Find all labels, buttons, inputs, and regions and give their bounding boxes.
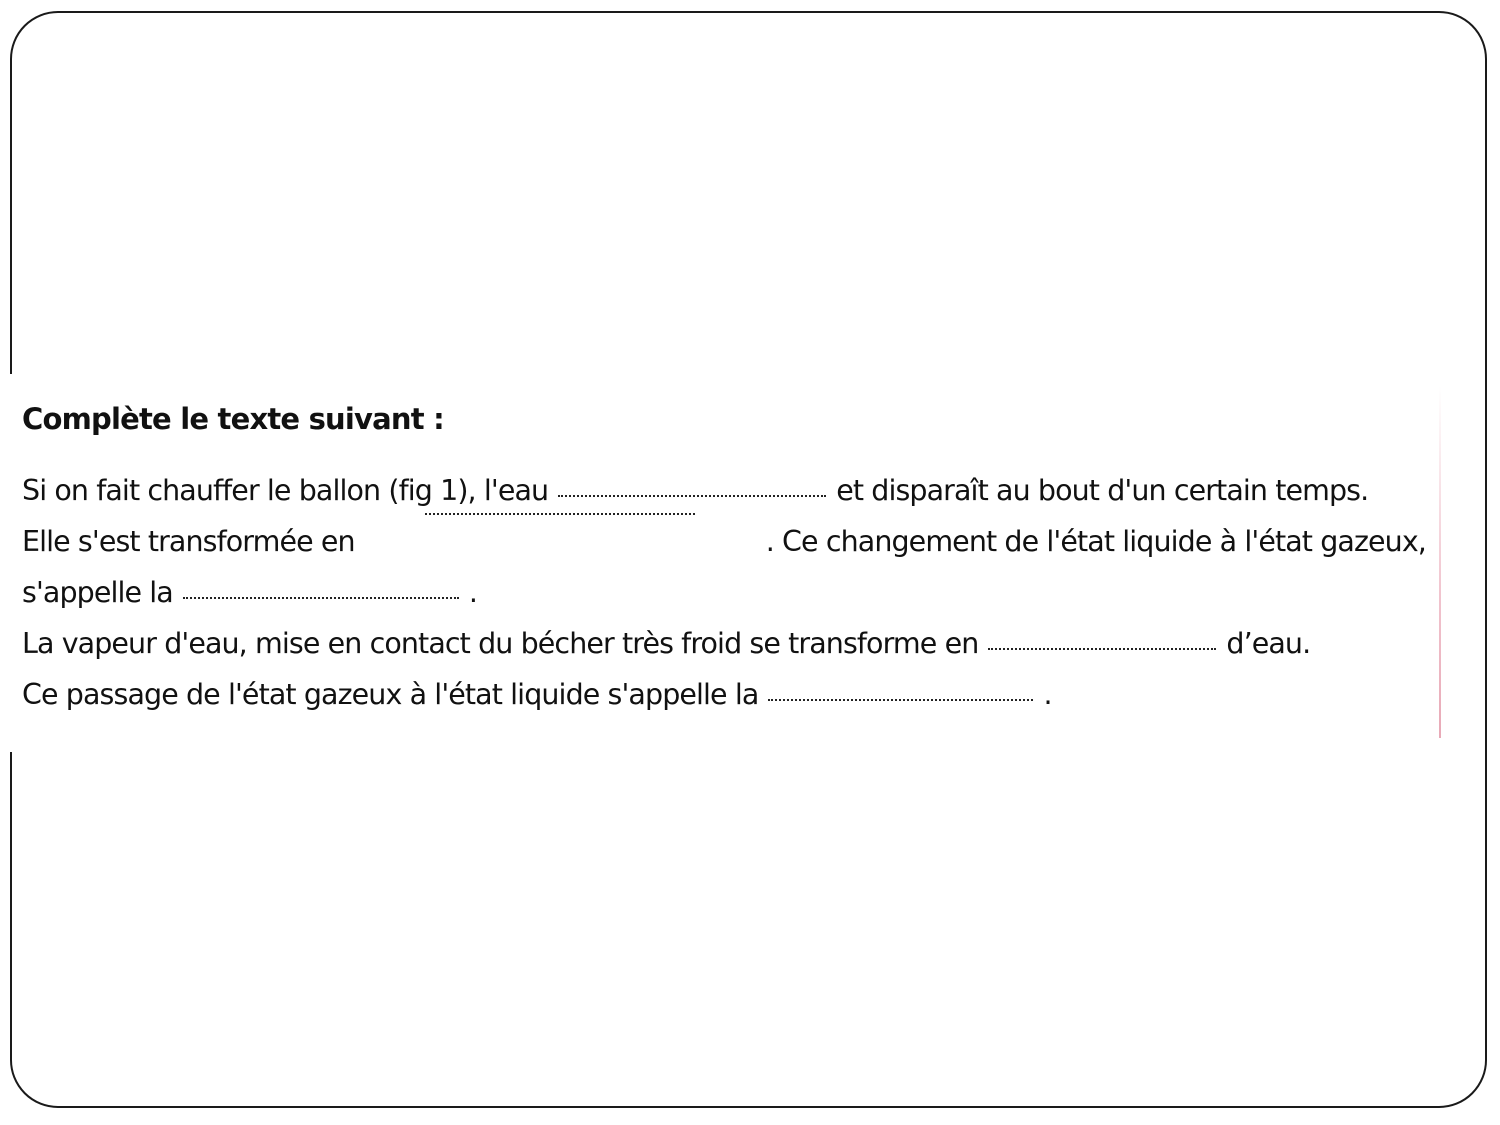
line-3-text-after: . xyxy=(468,575,478,609)
fill-blank-5[interactable] xyxy=(768,699,1033,701)
fill-blank-2[interactable] xyxy=(425,513,695,515)
line-2-text-before: Elle s'est transformée en xyxy=(22,524,355,558)
line-5-text-after: . xyxy=(1043,677,1052,711)
line-1-text-after: et disparaît au bout d'un certain temps. xyxy=(836,473,1369,507)
exercise-line-3 xyxy=(22,567,1426,618)
exercise-line-1 xyxy=(22,465,1426,516)
fill-blank-1[interactable] xyxy=(558,495,826,497)
exercise-block xyxy=(22,402,1426,720)
line-4-text-before: La vapeur d'eau, mise en contact du bécher très froid se transforme en xyxy=(22,626,979,660)
line-1-text-before: Si on fait chauffer le ballon (fig 1), l'eau xyxy=(22,473,549,507)
line-2-text-after: . Ce changement de l'état liquide à l'état gazeux, xyxy=(765,524,1426,558)
line-4-text-after: d’eau. xyxy=(1226,626,1311,660)
fill-blank-4[interactable] xyxy=(988,648,1216,650)
exercise-scan xyxy=(0,374,1441,752)
line-3-text-before: s'appelle la xyxy=(22,575,173,609)
fill-blank-3[interactable] xyxy=(183,597,459,599)
exercise-line-2 xyxy=(22,516,1426,567)
line-5-text-before: Ce passage de l'état gazeux à l'état liquide s'appelle la xyxy=(22,677,759,711)
exercise-line-4 xyxy=(22,618,1426,669)
exercise-title: Complète le texte suivant : xyxy=(22,402,444,436)
exercise-line-5 xyxy=(22,669,1426,720)
scan-edge-decoration xyxy=(1439,386,1441,738)
